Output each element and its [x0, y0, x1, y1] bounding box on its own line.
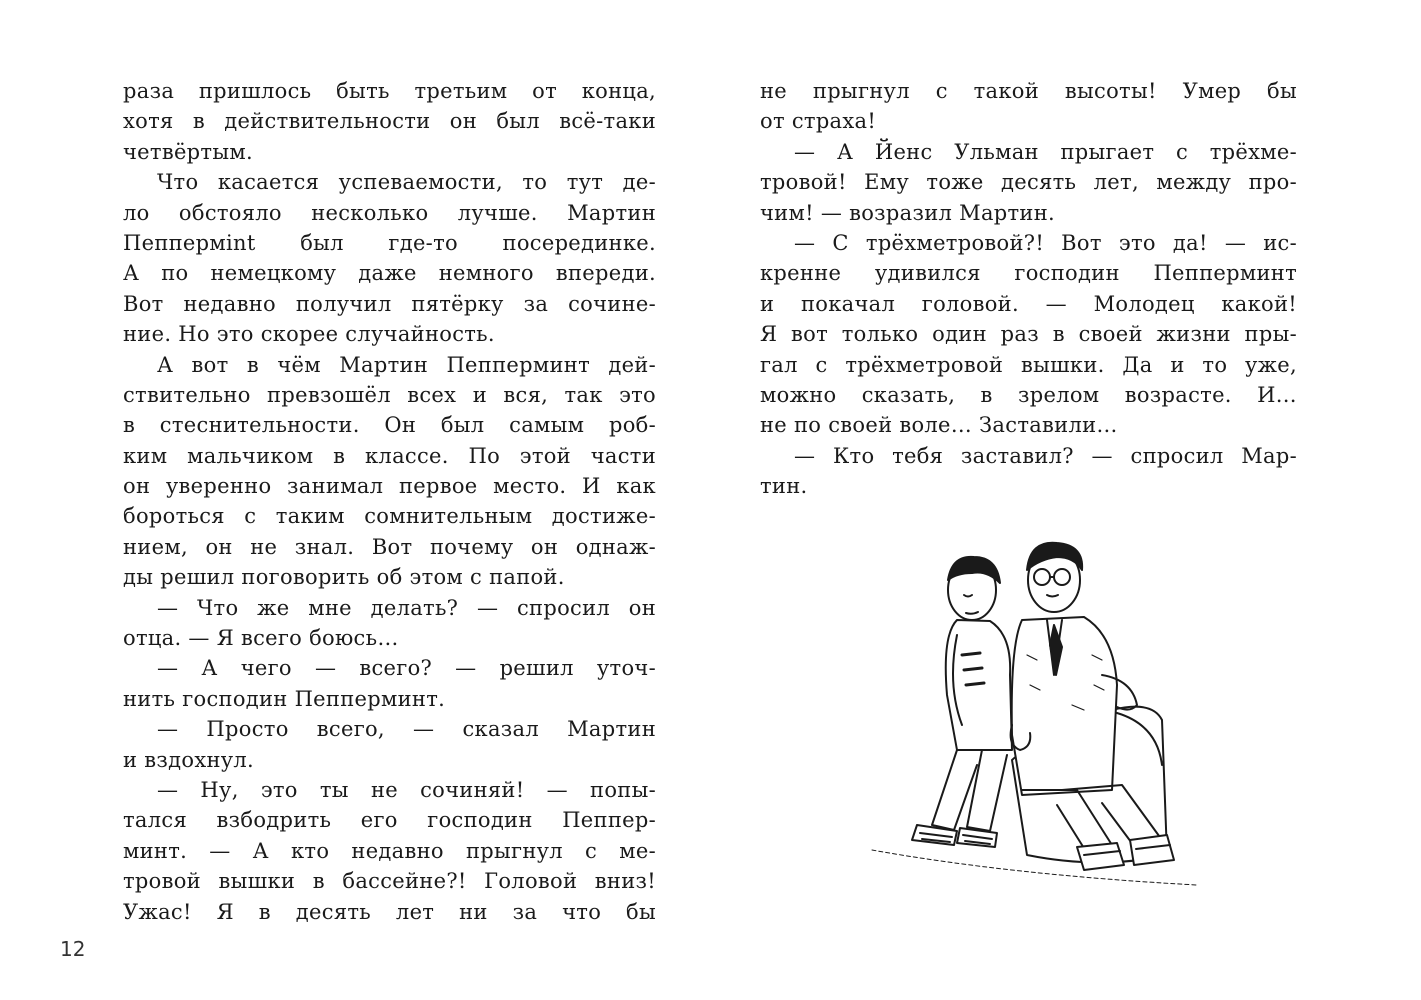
- text-line: Я вот только один раз в своей жизни пры-: [760, 322, 1297, 347]
- text-line: Вот недавно получил пятёрку за сочине-: [123, 291, 656, 316]
- text-line: можно сказать, в зрелом возрасте. И…: [760, 382, 1297, 407]
- text-line: ло обстояло несколько лучше. Мартин: [123, 200, 656, 225]
- right-text-column: [760, 76, 1297, 501]
- text-line: отца. — Я всего боюсь…: [123, 626, 399, 651]
- text-line: не по своей воле… Заставили…: [760, 413, 1118, 438]
- text-line: не прыгнул с такой высоты! Умер бы: [760, 79, 1297, 103]
- text-line: Пеппермint был где-то посерединке.: [123, 230, 656, 255]
- text-line: — Просто всего, — сказал Мартин: [157, 717, 656, 742]
- text-line: от страха!: [760, 109, 877, 134]
- text-line: в стеснительности. Он был самым роб-: [123, 413, 656, 438]
- text-line: — С трёхметровой?! Вот это да! — ис-: [794, 230, 1297, 255]
- text-line: он уверенно занимал первое место. И как: [123, 474, 656, 499]
- text-line: гал с трёхметровой вышки. Да и то уже,: [760, 352, 1297, 377]
- text-line: А по немецкому даже немного впереди.: [123, 261, 656, 286]
- text-line: чим! — возразил Мартин.: [760, 200, 1056, 225]
- text-line: бороться с таким сомнительным достиже-: [123, 504, 656, 529]
- text-line: А вот в чём Мартин Пепперминт дей-: [157, 352, 656, 377]
- text-line: — Ну, это ты не сочиняй! — попы-: [157, 777, 656, 802]
- text-line: ние. Но это скорее случайность.: [123, 322, 495, 347]
- text-line: и покачал головой. — Молодец какой!: [760, 291, 1297, 316]
- illustration-boy-and-father: [862, 535, 1202, 900]
- text-line: нием, он не знал. Вот почему он однаж-: [123, 534, 656, 559]
- text-line: — А чего — всего? — решил уточ-: [157, 656, 656, 681]
- text-line: ким мальчиком в классе. По этой части: [123, 443, 656, 468]
- text-line: кренне удивился господин Пепперминт: [760, 261, 1297, 286]
- text-line: хотя в действительности он был всё-таки: [123, 109, 656, 134]
- text-line: Что касается успеваемости, то тут де-: [157, 170, 656, 195]
- text-line: Ужас! Я в десять лет ни за что бы: [123, 899, 656, 924]
- text-line: нить господин Пепперминт.: [123, 686, 446, 711]
- text-line: тался взбодрить его господин Пеппер-: [123, 808, 656, 833]
- text-line: ствительно превзошёл всех и вся, так это: [123, 382, 656, 407]
- text-line: минт. — А кто недавно прыгнул с ме-: [123, 838, 656, 863]
- text-line: тровой вышки в бассейне?! Головой вниз!: [123, 869, 656, 894]
- text-line: — Что же мне делать? — спросил он: [157, 595, 656, 620]
- text-line: — А Йенс Ульман прыгает с трёхме-: [794, 139, 1297, 164]
- text-line: и вздохнул.: [123, 747, 255, 772]
- text-line: ды решил поговорить об этом с папой.: [123, 565, 565, 590]
- left-text-column: [123, 76, 656, 927]
- text-line: тровой! Ему тоже десять лет, между про-: [760, 170, 1297, 195]
- text-line: тин.: [760, 474, 808, 499]
- text-line: четвёртым.: [123, 139, 253, 164]
- text-line: раза пришлось быть третьим от конца,: [123, 79, 656, 103]
- text-line: — Кто тебя заставил? — спросил Мар-: [794, 443, 1297, 468]
- page-number: 12: [60, 937, 86, 961]
